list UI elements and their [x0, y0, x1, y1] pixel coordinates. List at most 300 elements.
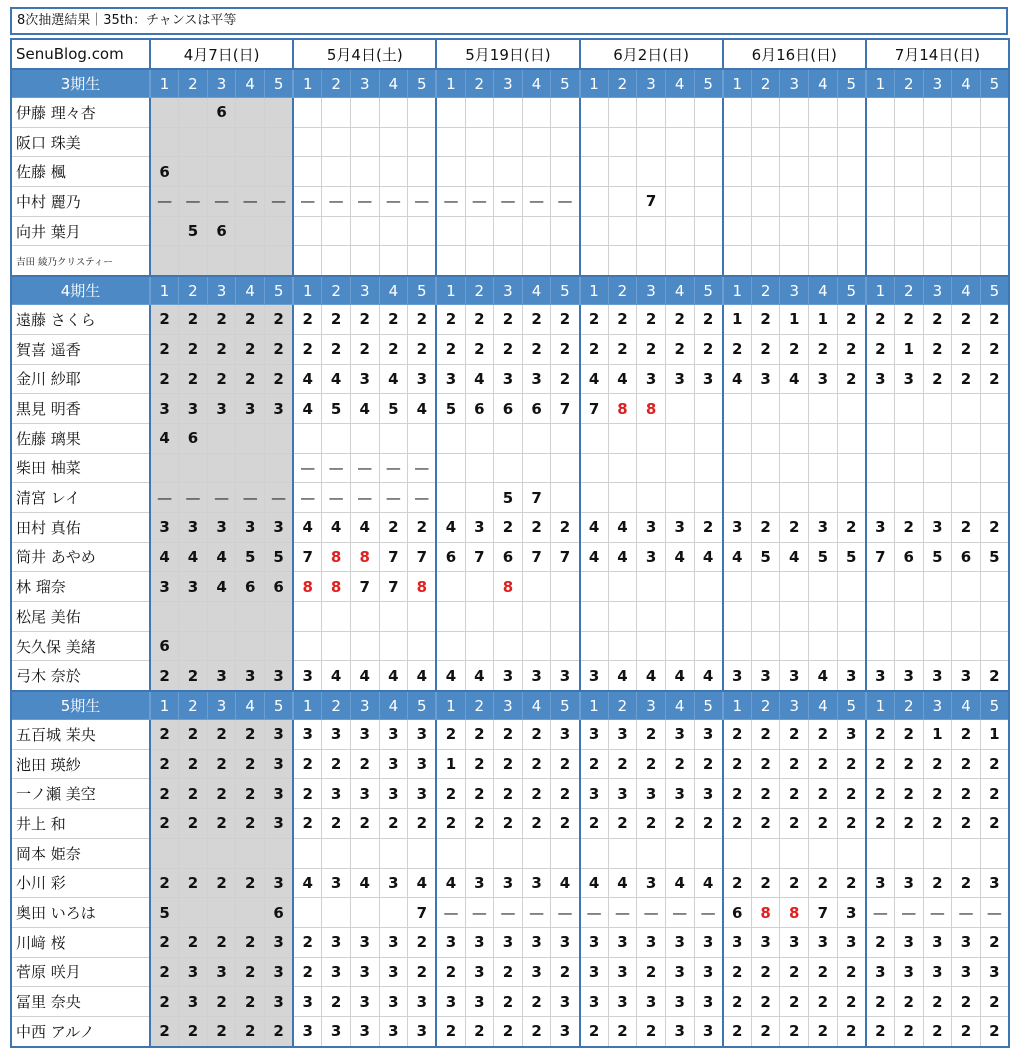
- slot-count: [866, 602, 895, 632]
- slot-count: 3: [551, 661, 580, 691]
- slot-count: 2: [665, 305, 694, 335]
- part-number: 4: [236, 69, 265, 98]
- slot-count: [837, 394, 866, 424]
- slot-count: [580, 157, 609, 187]
- slot-count: 2: [236, 305, 265, 335]
- slot-count: 3: [265, 957, 294, 987]
- slot-count: 2: [780, 957, 809, 987]
- slot-count: 2: [179, 927, 208, 957]
- slot-count: 6: [494, 542, 523, 572]
- part-number: 1: [723, 276, 752, 305]
- slot-count: [265, 216, 294, 246]
- slot-count: [923, 423, 952, 453]
- slot-count: 4: [665, 868, 694, 898]
- slot-count: [236, 98, 265, 128]
- slot-count: [293, 127, 322, 157]
- slot-count: [207, 246, 236, 276]
- slot-count: [465, 483, 494, 513]
- slot-count: [551, 631, 580, 661]
- slot-count: [293, 423, 322, 453]
- slot-count: —: [522, 898, 551, 928]
- slot-count: [551, 246, 580, 276]
- part-number: 3: [637, 69, 666, 98]
- slot-count: [952, 98, 981, 128]
- member-name: 矢久保 美緒: [11, 631, 150, 661]
- slot-count: [751, 394, 780, 424]
- slot-count: 8: [494, 572, 523, 602]
- member-row: [11, 512, 1009, 542]
- slot-count: [637, 246, 666, 276]
- date-header: 5月19日(日): [436, 39, 579, 69]
- slot-count: 2: [236, 957, 265, 987]
- slot-count: [465, 157, 494, 187]
- slot-count: —: [293, 453, 322, 483]
- slot-count: 4: [580, 364, 609, 394]
- slot-count: 3: [322, 1016, 351, 1046]
- slot-count: 3: [207, 957, 236, 987]
- slot-count: 3: [665, 512, 694, 542]
- slot-count: [494, 98, 523, 128]
- slot-count: 2: [923, 305, 952, 335]
- slot-count: 2: [150, 957, 179, 987]
- slot-count: [837, 483, 866, 513]
- part-number: 1: [436, 276, 465, 305]
- slot-count: [866, 394, 895, 424]
- slot-count: [207, 898, 236, 928]
- slot-count: 3: [494, 661, 523, 691]
- slot-count: 2: [522, 720, 551, 750]
- slot-count: 4: [580, 512, 609, 542]
- slot-count: 2: [980, 809, 1009, 839]
- slot-count: [465, 602, 494, 632]
- slot-count: —: [551, 187, 580, 217]
- slot-count: [809, 453, 838, 483]
- slot-count: 4: [608, 512, 637, 542]
- slot-count: 3: [665, 927, 694, 957]
- slot-count: 2: [150, 364, 179, 394]
- slot-count: 3: [179, 512, 208, 542]
- slot-count: 3: [465, 512, 494, 542]
- slot-count: [837, 631, 866, 661]
- slot-count: 2: [236, 364, 265, 394]
- slot-count: 2: [723, 1016, 752, 1046]
- slot-count: 3: [780, 661, 809, 691]
- slot-count: [522, 631, 551, 661]
- member-row: [11, 127, 1009, 157]
- slot-count: 2: [952, 720, 981, 750]
- slot-count: 2: [494, 512, 523, 542]
- member-row: [11, 838, 1009, 868]
- member-name: 吉田 綾乃クリスティー: [11, 246, 150, 276]
- part-number: 4: [665, 276, 694, 305]
- slot-count: 2: [551, 305, 580, 335]
- slot-count: 5: [980, 542, 1009, 572]
- slot-count: [150, 246, 179, 276]
- slot-count: —: [150, 483, 179, 513]
- slot-count: 2: [522, 749, 551, 779]
- slot-count: [379, 127, 408, 157]
- slot-count: 3: [751, 364, 780, 394]
- slot-count: 2: [236, 720, 265, 750]
- slot-count: [837, 453, 866, 483]
- slot-count: 6: [150, 631, 179, 661]
- slot-count: 3: [265, 987, 294, 1017]
- slot-count: 6: [952, 542, 981, 572]
- slot-count: 2: [751, 1016, 780, 1046]
- slot-count: 2: [350, 749, 379, 779]
- slot-count: 4: [293, 512, 322, 542]
- slot-count: [236, 898, 265, 928]
- slot-count: 3: [665, 987, 694, 1017]
- slot-count: 2: [522, 987, 551, 1017]
- slot-count: [837, 246, 866, 276]
- slot-count: 8: [751, 898, 780, 928]
- slot-count: 2: [980, 305, 1009, 335]
- slot-count: 6: [522, 394, 551, 424]
- slot-count: 2: [322, 987, 351, 1017]
- slot-count: 2: [580, 334, 609, 364]
- generation-header-row: [11, 276, 1009, 305]
- slot-count: 7: [350, 572, 379, 602]
- slot-count: 2: [809, 779, 838, 809]
- slot-count: [608, 602, 637, 632]
- slot-count: [866, 216, 895, 246]
- slot-count: [637, 483, 666, 513]
- slot-count: [751, 572, 780, 602]
- part-number: 3: [207, 276, 236, 305]
- slot-count: [980, 246, 1009, 276]
- slot-count: [436, 157, 465, 187]
- slot-count: 3: [265, 749, 294, 779]
- slot-count: 8: [350, 542, 379, 572]
- slot-count: 2: [322, 809, 351, 839]
- slot-count: 2: [637, 957, 666, 987]
- slot-count: 2: [694, 749, 723, 779]
- slot-count: 2: [179, 661, 208, 691]
- slot-count: [751, 453, 780, 483]
- member-name: 池田 瑛紗: [11, 749, 150, 779]
- slot-count: [236, 127, 265, 157]
- slot-count: [494, 127, 523, 157]
- slot-count: [723, 216, 752, 246]
- slot-count: 3: [608, 987, 637, 1017]
- part-number: 5: [408, 69, 437, 98]
- slot-count: [465, 246, 494, 276]
- slot-count: [780, 423, 809, 453]
- slot-count: 2: [207, 809, 236, 839]
- slot-count: 2: [494, 809, 523, 839]
- slot-count: [894, 394, 923, 424]
- slot-count: 4: [408, 661, 437, 691]
- slot-count: 2: [207, 749, 236, 779]
- slot-count: [837, 98, 866, 128]
- date-header: 6月16日(日): [723, 39, 866, 69]
- slot-count: [207, 838, 236, 868]
- part-number: 1: [580, 276, 609, 305]
- slot-count: [379, 157, 408, 187]
- slot-count: 7: [522, 542, 551, 572]
- slot-count: [637, 127, 666, 157]
- slot-count: 4: [436, 868, 465, 898]
- slot-count: [408, 216, 437, 246]
- slot-count: 4: [580, 542, 609, 572]
- part-number: 2: [465, 691, 494, 720]
- slot-count: [866, 453, 895, 483]
- slot-count: 7: [408, 542, 437, 572]
- slot-count: [665, 98, 694, 128]
- slot-count: 2: [179, 305, 208, 335]
- part-number: 3: [350, 69, 379, 98]
- slot-count: [780, 216, 809, 246]
- slot-count: 4: [150, 542, 179, 572]
- slot-count: 7: [379, 542, 408, 572]
- slot-count: [408, 127, 437, 157]
- slot-count: 6: [150, 157, 179, 187]
- slot-count: [551, 838, 580, 868]
- slot-count: [207, 423, 236, 453]
- slot-count: 6: [436, 542, 465, 572]
- slot-count: 2: [265, 305, 294, 335]
- slot-count: 2: [436, 1016, 465, 1046]
- slot-count: [494, 423, 523, 453]
- slot-count: [723, 187, 752, 217]
- slot-count: —: [465, 187, 494, 217]
- slot-count: 3: [293, 661, 322, 691]
- part-number: 2: [608, 69, 637, 98]
- slot-count: [694, 838, 723, 868]
- slot-count: [522, 246, 551, 276]
- part-number: 5: [837, 276, 866, 305]
- member-row: [11, 957, 1009, 987]
- slot-count: 2: [293, 809, 322, 839]
- slot-count: 2: [236, 749, 265, 779]
- slot-count: —: [350, 453, 379, 483]
- slot-count: 8: [637, 394, 666, 424]
- slot-count: 4: [207, 542, 236, 572]
- slot-count: 2: [465, 749, 494, 779]
- slot-count: 5: [837, 542, 866, 572]
- slot-count: 2: [179, 1016, 208, 1046]
- slot-count: 2: [952, 868, 981, 898]
- slot-count: [809, 157, 838, 187]
- slot-count: [436, 602, 465, 632]
- slot-count: [379, 838, 408, 868]
- slot-count: [637, 602, 666, 632]
- slot-count: 2: [150, 809, 179, 839]
- slot-count: 2: [207, 334, 236, 364]
- part-number: 3: [494, 691, 523, 720]
- slot-count: [207, 453, 236, 483]
- part-number: 2: [751, 276, 780, 305]
- slot-count: 2: [265, 1016, 294, 1046]
- slot-count: 4: [780, 542, 809, 572]
- slot-count: [837, 423, 866, 453]
- slot-count: 2: [179, 749, 208, 779]
- slot-count: 4: [551, 868, 580, 898]
- slot-count: [637, 572, 666, 602]
- slot-count: [608, 127, 637, 157]
- slot-count: 2: [522, 305, 551, 335]
- slot-count: 5: [322, 394, 351, 424]
- slot-count: 2: [751, 305, 780, 335]
- slot-count: [293, 157, 322, 187]
- slot-count: 2: [894, 305, 923, 335]
- slot-count: [522, 216, 551, 246]
- slot-count: 4: [350, 661, 379, 691]
- slot-count: 2: [837, 868, 866, 898]
- slot-count: 5: [236, 542, 265, 572]
- part-number: 5: [980, 691, 1009, 720]
- slot-count: 6: [723, 898, 752, 928]
- slot-count: [923, 216, 952, 246]
- slot-count: [436, 453, 465, 483]
- part-number: 3: [923, 69, 952, 98]
- slot-count: [952, 423, 981, 453]
- slot-count: —: [379, 187, 408, 217]
- part-number: 1: [150, 691, 179, 720]
- slot-count: 3: [637, 542, 666, 572]
- slot-count: [580, 572, 609, 602]
- slot-count: 2: [894, 809, 923, 839]
- member-row: [11, 602, 1009, 632]
- slot-count: 2: [150, 720, 179, 750]
- slot-count: 2: [780, 1016, 809, 1046]
- slot-count: 3: [694, 1016, 723, 1046]
- slot-count: 3: [551, 987, 580, 1017]
- slot-count: [866, 423, 895, 453]
- slot-count: [293, 631, 322, 661]
- slot-count: [980, 453, 1009, 483]
- slot-count: 2: [494, 779, 523, 809]
- slot-count: [751, 246, 780, 276]
- slot-count: 2: [952, 987, 981, 1017]
- member-row: [11, 987, 1009, 1017]
- slot-count: 3: [637, 987, 666, 1017]
- member-row: [11, 453, 1009, 483]
- slot-count: [236, 453, 265, 483]
- slot-count: 3: [665, 364, 694, 394]
- slot-count: [494, 246, 523, 276]
- slot-count: —: [322, 483, 351, 513]
- slot-count: —: [293, 187, 322, 217]
- slot-count: [379, 631, 408, 661]
- slot-count: 8: [408, 572, 437, 602]
- slot-count: 2: [866, 927, 895, 957]
- part-number: 1: [580, 69, 609, 98]
- slot-count: 2: [751, 957, 780, 987]
- slot-count: [551, 602, 580, 632]
- slot-count: [436, 246, 465, 276]
- slot-count: 2: [866, 334, 895, 364]
- slot-count: [322, 216, 351, 246]
- part-number: 3: [780, 276, 809, 305]
- slot-count: [522, 423, 551, 453]
- slot-count: [494, 216, 523, 246]
- slot-count: 3: [580, 720, 609, 750]
- member-row: [11, 187, 1009, 217]
- slot-count: [608, 157, 637, 187]
- slot-count: [379, 602, 408, 632]
- slot-count: [980, 187, 1009, 217]
- slot-count: 2: [923, 809, 952, 839]
- part-number: 2: [465, 69, 494, 98]
- slot-count: —: [465, 898, 494, 928]
- slot-count: [322, 98, 351, 128]
- slot-count: [465, 631, 494, 661]
- part-number: 2: [894, 276, 923, 305]
- slot-count: 3: [350, 1016, 379, 1046]
- slot-count: 4: [150, 423, 179, 453]
- slot-count: 2: [150, 334, 179, 364]
- slot-count: 3: [894, 957, 923, 987]
- slot-count: 3: [665, 779, 694, 809]
- slot-count: [293, 216, 322, 246]
- slot-count: 8: [608, 394, 637, 424]
- generation-label: 4期生: [11, 276, 150, 305]
- slot-count: [694, 187, 723, 217]
- slot-count: 2: [436, 720, 465, 750]
- slot-count: 2: [751, 512, 780, 542]
- slot-count: 3: [894, 868, 923, 898]
- slot-count: 2: [923, 1016, 952, 1046]
- part-number: 2: [608, 691, 637, 720]
- slot-count: 2: [751, 334, 780, 364]
- part-number: 1: [436, 69, 465, 98]
- slot-count: 2: [952, 809, 981, 839]
- slot-count: [751, 157, 780, 187]
- slot-count: [408, 838, 437, 868]
- slot-count: [350, 602, 379, 632]
- slot-count: 1: [780, 305, 809, 335]
- slot-count: 3: [580, 957, 609, 987]
- slot-count: 2: [436, 809, 465, 839]
- member-name: 弓木 奈於: [11, 661, 150, 691]
- slot-count: 3: [694, 957, 723, 987]
- slot-count: —: [894, 898, 923, 928]
- part-number: 4: [379, 691, 408, 720]
- part-number: 5: [694, 69, 723, 98]
- slot-count: 6: [465, 394, 494, 424]
- slot-count: 7: [551, 394, 580, 424]
- slot-count: 5: [923, 542, 952, 572]
- slot-count: 4: [322, 512, 351, 542]
- member-row: [11, 572, 1009, 602]
- slot-count: 3: [637, 868, 666, 898]
- part-number: 1: [866, 276, 895, 305]
- slot-count: 2: [408, 809, 437, 839]
- slot-count: 4: [608, 364, 637, 394]
- slot-count: [265, 423, 294, 453]
- slot-count: 5: [436, 394, 465, 424]
- slot-count: 2: [837, 957, 866, 987]
- slot-count: 2: [665, 334, 694, 364]
- part-number: 4: [952, 276, 981, 305]
- slot-count: [980, 98, 1009, 128]
- member-name: 阪口 珠美: [11, 127, 150, 157]
- slot-count: 2: [952, 512, 981, 542]
- part-number: 3: [350, 276, 379, 305]
- slot-count: [780, 157, 809, 187]
- slot-count: [980, 157, 1009, 187]
- slot-count: 2: [551, 809, 580, 839]
- slot-count: 7: [522, 483, 551, 513]
- slot-count: [866, 127, 895, 157]
- part-number: 5: [265, 276, 294, 305]
- slot-count: 2: [265, 364, 294, 394]
- slot-count: 2: [608, 809, 637, 839]
- slot-count: 3: [494, 364, 523, 394]
- slot-count: [780, 187, 809, 217]
